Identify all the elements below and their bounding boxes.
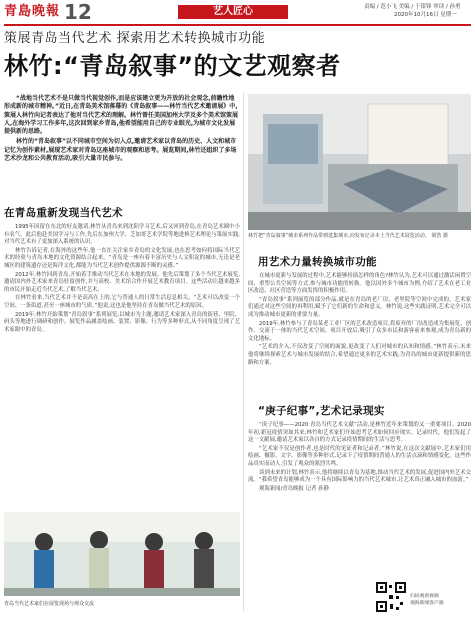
byline: 观海新闻/青岛晚报 记者 孙静 [259, 485, 329, 492]
section-body [248, 273, 471, 368]
header-rule [4, 24, 471, 26]
photo1-credit: 梁浩 摄 [431, 233, 448, 239]
photo2-caption: 青岛当代艺术家们在展览现场与观众交流 [4, 601, 95, 607]
section-body [248, 422, 471, 494]
column-banner: 艺人匠心 [178, 5, 288, 19]
body-paragraph: 2019年,林竹开始策划“青岛叙事”系列展览,以城市为主题,邀请艺术家深入青岛的街巷、里院、码头等地进行调研和创作。展览作品涵盖绘画、装置、影像、行为等多种形式,从不同角度呈现了艺术家眼中的青岛。 [4, 311, 240, 333]
qr-caption [410, 593, 444, 607]
body-paragraph: 2012年,林竹回到青岛,开始着手推动当代艺术在本地的发展。他先后策划了多个当代艺术展览,邀请国内外艺术家来青岛驻留创作,并与高校、美术馆合作开展艺术教育项目。这些活动让越来越多的市民开始走近当代艺术,了解当代艺术。 [4, 271, 240, 293]
qr-code[interactable] [376, 582, 406, 612]
photo1-caption [248, 233, 471, 240]
body-paragraph: “青岛叙事”系列展览的部分作品,就是在青岛的老厂房、老里院等空间中完成的。艺术家们通过对这些空间的再利用,赋予了它们新的生命和意义。林竹说,这些实践证明,艺术完全可以成为推动城市更新的重要力量。 [248, 296, 471, 318]
masthead-logo: 青島晚報 [4, 4, 61, 19]
photo-artwork-installation [248, 94, 471, 230]
section-title: “庚子纪事”,艺术记录现实 [258, 405, 385, 417]
kicker-headline: 策展青岛当代艺术 探索用艺术转换城市功能 [4, 31, 266, 46]
body-paragraph: 谈到未来的计划,林竹表示,他将继续以青岛为基地,推动当代艺术的发展,促进国内外艺术交流。“我希望青岛能够成为一个具有国际影响力的当代艺术城市,让艺术真正融入城市的血液。” [248, 469, 471, 484]
body-paragraph: “艺术家不仅是创作者,也是时代的见证者和记录者。”林竹说,在这次文献展中,艺术家们用绘画、摄影、文字、影像等多种形式,记录下了疫情期间普通人的生活点滴和情感变化。这些作品真实而动人,引发了观众的强烈共鸣。 [248, 445, 471, 467]
lead-paragraphs [4, 95, 240, 165]
lead-paragraph: “战地当代艺术不是只做当代视觉创作,而是应该建立更为开放的社会观念,前瞻性地形成新的城市精神。”近日,在青岛美术馆落幕的《青岛叙事——林竹当代艺术邀请展》中,策展人林竹向记者表达了他对当代艺术的理解。林竹曾任美国加州大学及多个美术馆策展人,在海外学习工作多年,这次回到家乡青岛,他希望能用自己的专业眼光,为城市文化发展提供新的思路。 [4, 95, 239, 136]
main-headline: 林竹:“青岛叙事”的文艺观察者 [4, 52, 341, 80]
issue-date: 2020年10月16日 星期一 [394, 12, 457, 18]
editor-credits: 责编 / 范小飞 美编 / 于银锋 审读 / 孙勇 [364, 4, 461, 10]
section-body [4, 224, 240, 335]
column-divider [243, 92, 244, 612]
page-number: 12 [64, 0, 92, 24]
photo1-caption-text: 林竹把“青岛叙事”城市系列作品带到选集城市,向发布记录本土当代艺术展览活动。 [248, 233, 430, 239]
section-title: 在青岛重新发现当代艺术 [4, 207, 123, 219]
qr-sublabel: 观海新闻客户端 [410, 601, 444, 606]
photo-artists-group [4, 512, 240, 596]
body-paragraph: 林竹告诉记者,在海外的这些年,他一直在关注家乡青岛的文化发展,也在思考如何将国际当代艺术的经验与青岛本地的文化资源结合起来。“青岛是一座有着丰富历史与人文积淀的城市,无论是老城区的建筑遗存还是海洋文化,都能为当代艺术创作提供源源不断的灵感。” [4, 247, 240, 269]
body-paragraph: 在城市更新与发展的过程中,艺术能够扮演怎样的角色?林竹认为,艺术可以通过激活闲置空间、重塑公共空间等方式,参与城市功能的转换。他以国外多个城市为例,介绍了艺术在老工业区改造、社区营造等方面发挥的积极作用。 [248, 273, 471, 295]
qr-label: 扫码观看视频 [410, 594, 439, 599]
body-paragraph: 在林竹看来,当代艺术并不是高高在上的,它与普通人的日常生活息息相关。“艺术可以改变一个空间、一条街道,甚至一座城市的气质。”他说,这也是他坚持在青岛做当代艺术的原因。 [4, 295, 240, 309]
body-paragraph: 2019年,林竹参与了青岛某老工业厂区的艺术改造项目,将废弃的厂房改造成为集展览、创作、交流于一体的当代艺术空间。项目开放后,吸引了众多市民和游客前来参观,成为青岛新的文化地标。 [248, 320, 471, 342]
body-paragraph: 1995年因留在东北的好友邀请,林竹从青岛来到沈阳学习艺术,后又回到青岛,在青岛艺术圈中小有名气。此后他赴美国学习与工作,先后在加州大学、芝加哥艺术学院等地进修艺术理论与策展实践,对当代艺术有了更加深入系统的认识。 [4, 224, 240, 246]
body-paragraph: “庚子纪事——2020 青岛当代艺术文献”活动,是林竹近年来策划的又一重要项目。2020年初,新冠疫情突如其来,林竹和艺术家们开始思考艺术如何回应现实、记录时代。他们发起了这一文献展,邀请艺术家以各自的方式记录疫情期间的生活与思考。 [248, 422, 471, 444]
section-title: 用艺术力量转换城市功能 [258, 256, 377, 268]
body-paragraph: “艺术的介入,不仅改变了空间的面貌,更改变了人们对城市的认知和情感。”林竹表示,未来他将继续探索艺术与城市发展的结合,希望通过更多的艺术实践,为青岛的城市更新提供新的思路和方案。 [248, 344, 471, 366]
lead-paragraph: 林竹的“青岛叙事”以不同城市空间为切入点,邀请艺术家以青岛的历史、人文和城市记忆为创作素材,展现艺术家对青岛这座城市的观察和思考。展览期间,林竹还组织了多场艺术沙龙和公共教育活动,吸引大量市民参与。 [4, 138, 237, 163]
